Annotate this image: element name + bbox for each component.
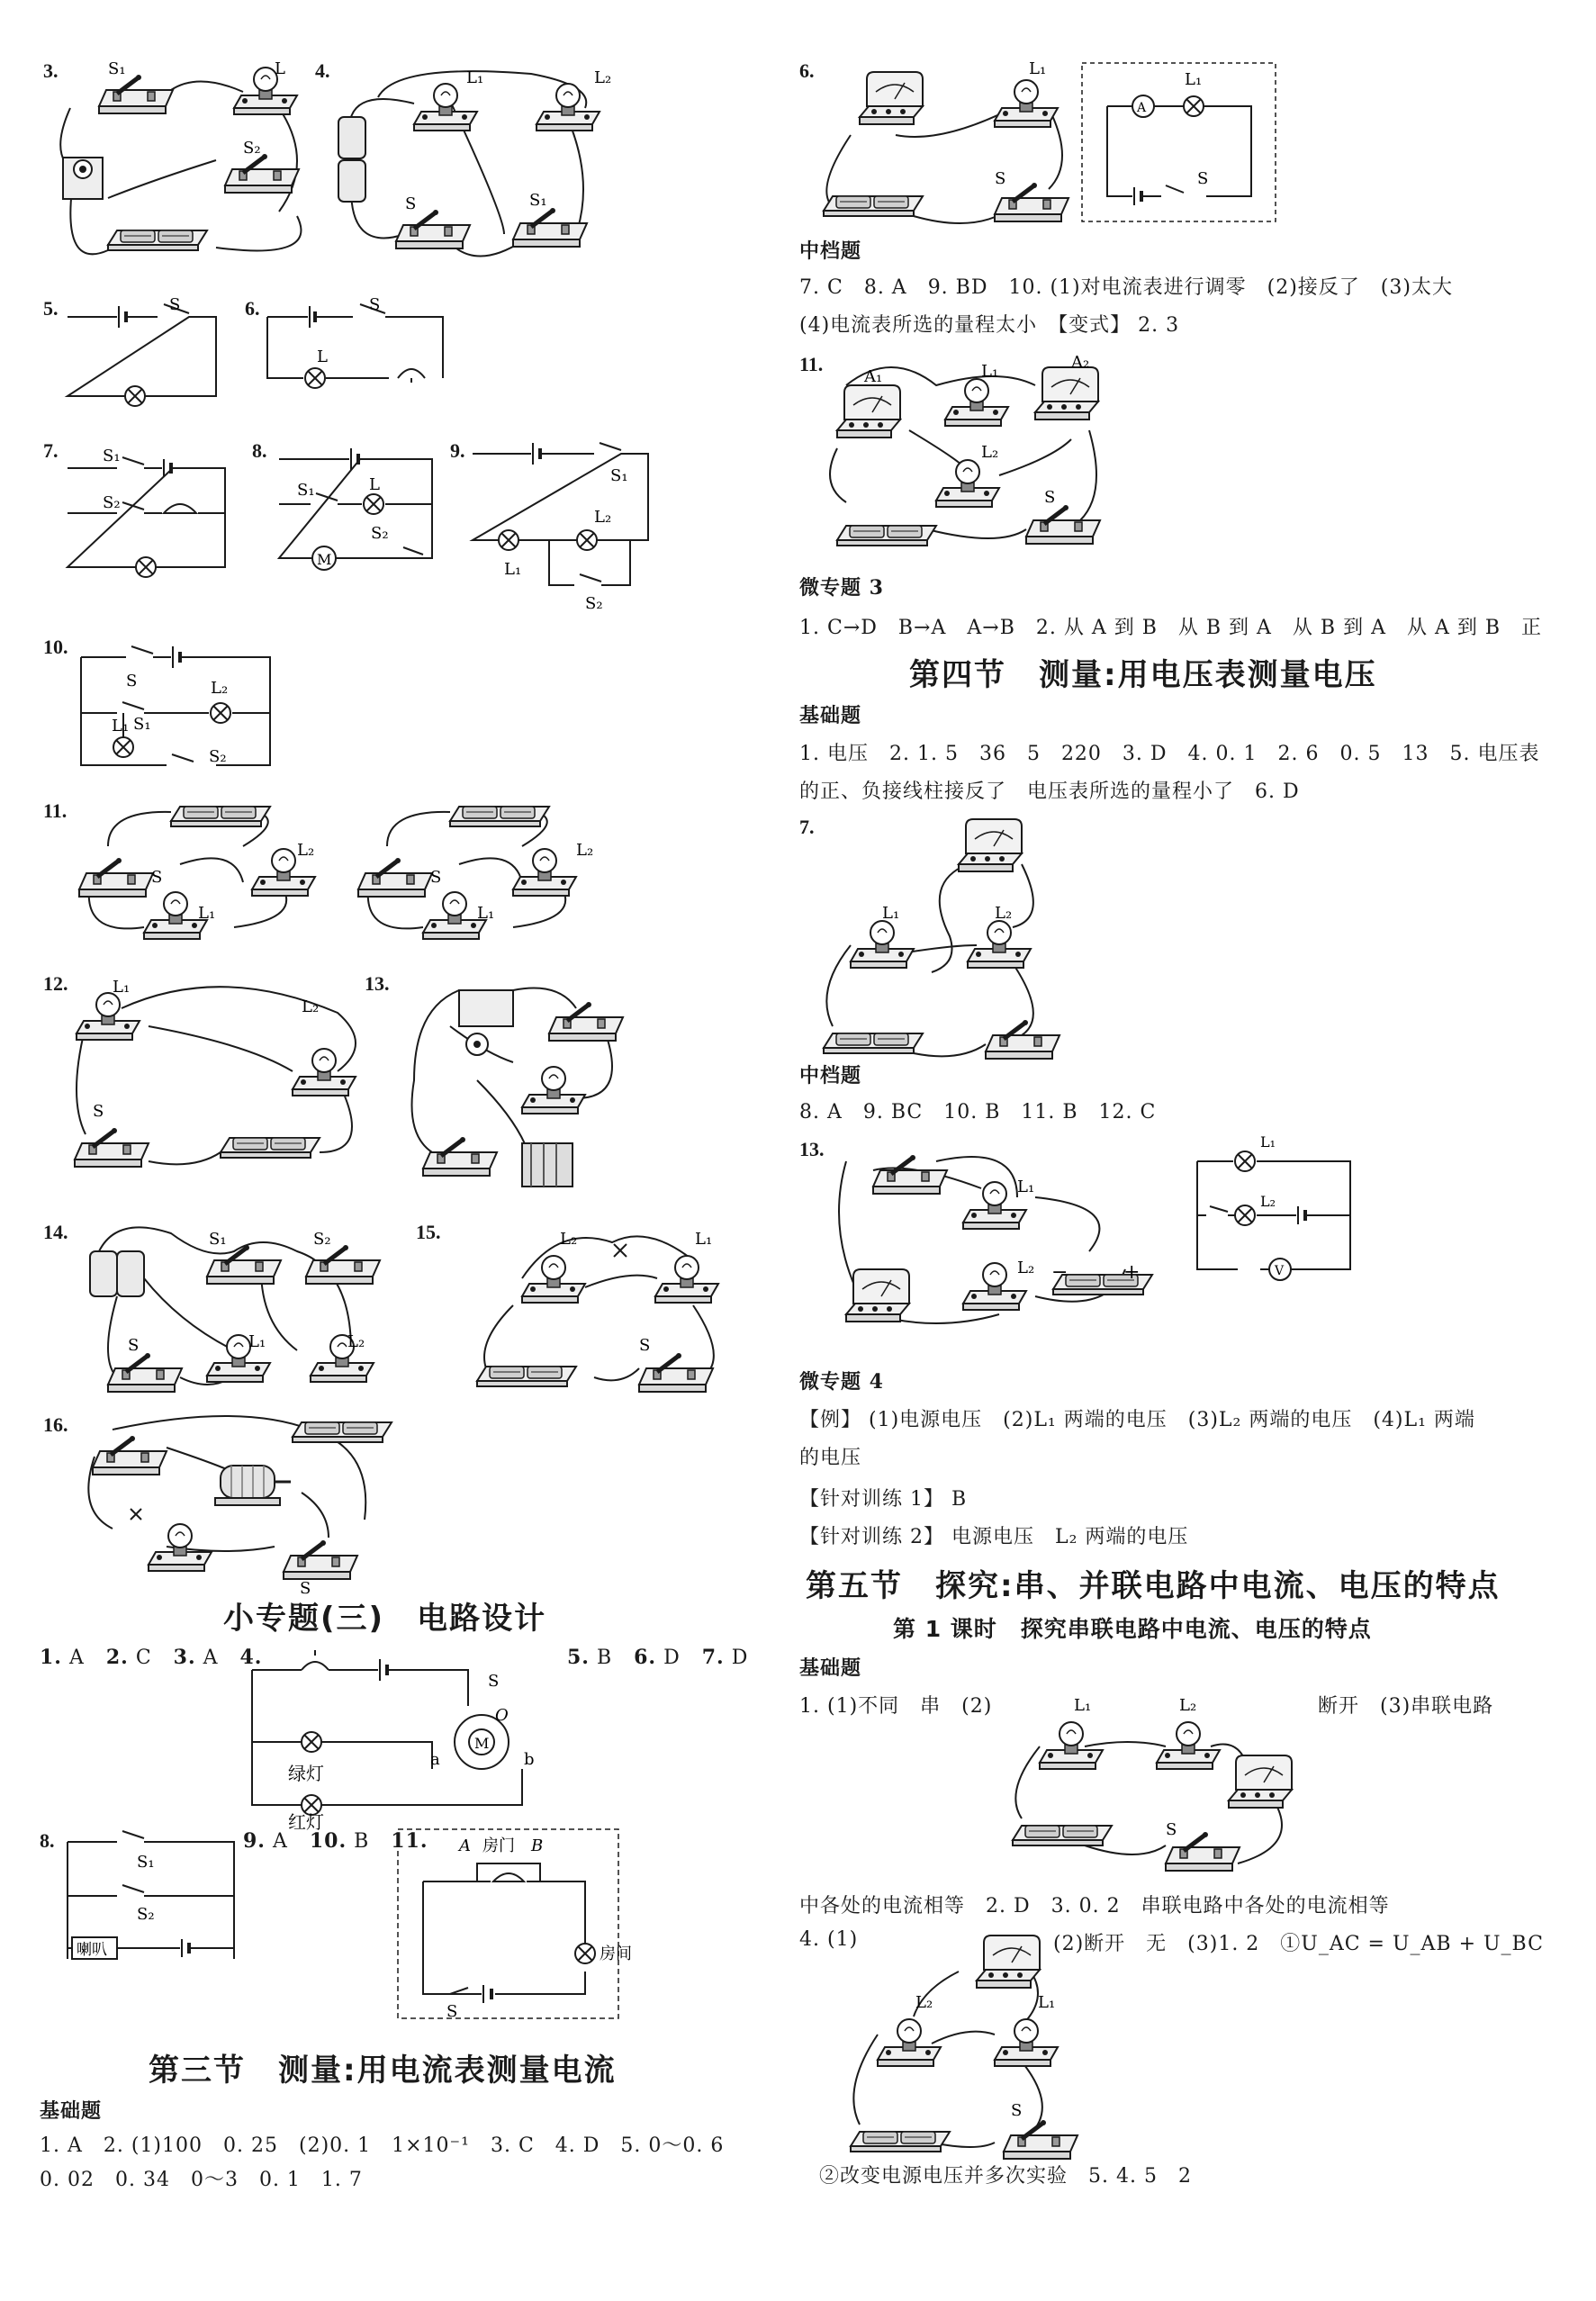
q11-label-s: S [446,2002,458,2021]
q11-circuit-left [72,792,333,963]
q8-label-speaker: 喇叭 [77,1941,107,1959]
q15-label-l1: L₁ [695,1230,713,1249]
q11-left-label-s: S [151,868,163,887]
battery-minus-sign: − [1051,1261,1069,1284]
section-4-q13-schematic [1179,1134,1359,1287]
q9-label-l1: L₁ [504,560,522,579]
section-4-item-13: 13. [799,1138,825,1160]
q4-label-red-light: 红灯 [288,1811,324,1833]
small-topic-q11-circuit [396,1827,632,2021]
section-4-mid-answers: 8. A 9. BC 10. B 11. B 12. C [799,1101,1157,1123]
q11-label-a: A [459,1836,471,1855]
q5-circuit-diagram [63,297,225,405]
q13-circuit-diagram [396,972,639,1197]
answer-3-value: A [203,1647,219,1669]
q8-label-l: L [369,475,380,494]
q10-label-s1: S₁ [133,715,151,734]
item-number-8: 8. [252,439,267,462]
section-4-answers-line1: 1. 电压 2. 1. 5 36 5 220 3. D 4. 0. 1 2. 6 0. 5 13 5. 电压表 [799,743,1540,765]
q14-label-s2: S₂ [313,1230,331,1249]
micro-topic-3-answers: 1. C→D B→A A→B 2. 从 A 到 B 从 B 到 A 从 B 到 A 从 A 到 B 正 [799,617,1542,639]
q4-label-a: a [430,1750,440,1769]
section-4-mid-heading: 中档题 [799,1064,862,1087]
q15-label-l2: L₂ [560,1230,578,1249]
right-q11-label-a1: A₁ [864,367,883,386]
q15-label-s: S [639,1336,651,1355]
q6-label-l: L [317,347,328,366]
q14-label-s1: S₁ [209,1230,227,1249]
q9-label-s1: S₁ [610,466,628,485]
answer-5-value: B [596,1647,613,1669]
q12-label-s: S [93,1102,104,1121]
micro-topic-4-heading: 微专题 4 [799,1370,884,1394]
section-5-answers-line1-left: 1. (1)不同 串 (2) [799,1695,993,1718]
right-q6-label-s: S [995,169,1006,188]
answer-1-number: 1. [40,1646,62,1669]
section-5-q1-circuit-drawing [1004,1683,1301,1881]
q4-label-m: M [474,1735,490,1752]
item-number-11: 11. [43,799,68,822]
q4-label-green-light: 绿灯 [288,1763,324,1784]
q8-design-label-s1: S₁ [137,1853,155,1872]
q11-label-door: 房门 [482,1836,515,1855]
q11-right-label-l2: L₂ [576,841,594,860]
section-4-q7-circuit-drawing [815,810,1058,1062]
small-topic-answers-row1-right [567,1646,748,1669]
q7-circuit-diagram [63,441,234,585]
q11-label-room: 房间 [600,1945,632,1963]
item-number-10: 10. [43,636,68,658]
answer-5-number: 5. [567,1646,590,1669]
q10-label-l2: L₂ [211,679,229,698]
section-5-q1-label-l2: L₂ [1179,1696,1197,1715]
q3-label-s2: S₂ [243,139,261,158]
q4-label-s-design: S [488,1672,500,1691]
section-5-answers-line3-left: 4. (1) [799,1928,859,1951]
answer-6-number: 6. [634,1646,657,1669]
item-number-3: 3. [43,59,59,82]
q14-circuit-diagram [81,1215,387,1395]
item-number-14: 14. [43,1221,68,1243]
mid-heading: 中档题 [799,239,862,263]
micro-topic-4-drill-1: 【针对训练 1】 B [799,1488,968,1511]
answer-10-number: 10. [309,1829,347,1853]
q8-circuit-diagram [270,441,450,576]
item-number-4: 4. [315,59,330,82]
q4-label-o: O [495,1706,509,1725]
q16-circuit-diagram [77,1412,383,1598]
item-number-15: 15. [416,1221,441,1243]
q12-label-l1: L₁ [113,978,131,997]
section-5-basic-heading: 基础题 [799,1656,862,1680]
q6-circuit-diagram [263,297,461,405]
right-q6-label-l1: L₁ [1029,59,1047,78]
answer-9-value: A [272,1830,288,1853]
q15-circuit-diagram [459,1224,729,1395]
voltmeter-symbol-v: V [1275,1264,1285,1278]
answer-10-value: B [354,1830,370,1853]
q11-left-label-l1: L₁ [198,904,216,923]
section-4-q7-label-l2: L₂ [995,904,1013,923]
q10-label-l1: L₁ [112,717,130,735]
q9-circuit-diagram [468,441,657,612]
answer-7-value: D [731,1647,749,1669]
section-small-topic-title: 小专题(三) 电路设计 [223,1601,547,1637]
q9-label-l2: L₂ [594,508,612,527]
q12-circuit-diagram [68,972,374,1179]
section-4-item-7: 7. [799,816,815,838]
q4-label-l2: L₂ [594,68,612,87]
q4-label-b: b [524,1750,535,1769]
section-5-answers-line2: 中各处的电流相等 2. D 3. 0. 2 串联电路中各处的电流相等 [799,1895,1390,1918]
section-4-answers-line2: 的正、负接线柱接反了 电压表所选的量程小了 6. D [799,781,1300,803]
q11-right-label-s: S [430,868,442,887]
micro-topic-4-drill-2: 【针对训练 2】 电源电压 L₂ 两端的电压 [799,1526,1189,1548]
item-number-13: 13. [365,972,390,995]
answer-2-value: C [135,1647,152,1669]
section-5-q4-circuit-drawing [842,1927,1076,2161]
q10-circuit-diagram [72,630,288,783]
item-number-9: 9. [450,439,465,462]
section-3-title: 第三节 测量:用电流表测量电流 [149,2053,617,2089]
q3-circuit-diagram [54,54,315,270]
right-q6-schem-label-s: S [1197,169,1209,188]
section-3-answers-line2: 0. 02 0. 34 0～3 0. 1 1. 7 [40,2169,363,2191]
section-5-q1-label-l1: L₁ [1074,1696,1092,1715]
section-3-basic-heading: 基础题 [40,2099,103,2123]
ammeter-symbol-a: A [1137,101,1147,115]
q8-label-s1: S₁ [297,481,315,500]
q6-label-s: S [369,295,381,314]
small-topic-q8-circuit [63,1833,243,1959]
battery-plus-sign: + [1123,1261,1141,1284]
section-4-q13-label-l1: L₁ [1017,1178,1035,1196]
q3-label-l: L [275,59,285,78]
q9-label-s2: S₂ [585,594,603,613]
section-3-answers-line1: 1. A 2. (1)100 0. 25 (2)0. 1 1×10⁻¹ 3. C 4. D 5. 0～0. 6 [40,2134,725,2157]
right-q6-circuit-drawing [815,54,1067,225]
q3-label-s1: S₁ [108,59,126,78]
right-q11-circuit-drawing [819,349,1116,556]
answer-4-number: 4. [239,1646,263,1669]
section-5-answers-line4: ②改变电源电压并多次实验 5. 4. 5 2 [819,2165,1192,2188]
section-5-answers-line1-right: 断开 (3)串联电路 [1318,1695,1494,1718]
q14-label-l1: L₁ [248,1332,266,1351]
q4-label-s: S [405,194,417,213]
q11-left-label-l2: L₂ [297,841,315,860]
section-5-q1-label-s: S [1166,1820,1177,1839]
right-q11-label-l2: L₂ [981,443,999,462]
mid-answers-line2: (4)电流表所选的量程太小 【变式】 2. 3 [799,314,1180,337]
q16-label-s: S [300,1579,311,1598]
section-5-q4-label-s: S [1011,2101,1023,2120]
micro-topic-3-heading: 微专题 3 [799,576,884,600]
right-item-number-6: 6. [799,59,815,82]
section-4-basic-heading: 基础题 [799,704,862,727]
section-4-q13-label-l2: L₂ [1017,1259,1035,1277]
section-5-title: 第五节 探究:串、并联电路中电流、电压的特点 [806,1568,1501,1604]
q4-label-s1: S₁ [529,191,547,210]
answer-1-value: A [68,1647,85,1669]
item-number-16: 16. [43,1413,68,1436]
right-q11-label-l1: L₁ [981,362,999,381]
answer-11-number: 11. [391,1829,428,1853]
answer-6-value: D [663,1647,681,1669]
item-number-12: 12. [43,972,68,995]
small-topic-item-8: 8. [40,1829,55,1852]
q11-circuit-right [351,792,612,963]
answer-7-number: 7. [701,1646,725,1669]
small-topic-answers-row1 [40,1646,262,1669]
small-topic-q4-circuit [243,1643,567,1833]
q11-label-b: B [531,1836,544,1855]
q11-right-label-l1: L₁ [477,904,495,923]
section-5-q4-label-l1: L₁ [1038,1993,1056,2012]
section-5-q4-label-l2: L₂ [915,1993,933,2012]
q4-circuit-diagram [324,54,639,279]
right-q11-label-a2: A₂ [1071,353,1090,372]
section-4-q7-label-l1: L₁ [882,904,900,923]
answer-9-number: 9. [243,1829,266,1853]
micro-topic-4-example-cont: 的电压 [799,1447,862,1469]
answer-2-number: 2. [105,1646,129,1669]
micro-topic-4-example: 【例】 (1)电源电压 (2)L₁ 两端的电压 (3)L₂ 两端的电压 (4)L₁ 两端 [799,1409,1475,1431]
section-4-q13-schem-label-l1: L₁ [1260,1133,1276,1150]
item-number-7: 7. [43,439,59,462]
q8-label-s2: S₂ [371,524,389,543]
q10-label-s2: S₂ [209,747,227,766]
right-q6-circuit-schematic [1080,61,1278,223]
q12-label-l2: L₂ [302,997,320,1016]
q7-label-s2: S₂ [103,493,121,512]
q14-label-s: S [128,1336,140,1355]
q8-design-label-s2: S₂ [137,1905,155,1924]
right-q6-schem-label-l1: L₁ [1185,70,1203,89]
section-5-answers-line3-right: (2)断开 无 (3)1. 2 ①U_AC = U_AB + U_BC [1053,1933,1544,1955]
mid-answers-line1: 7. C 8. A 9. BD 10. (1)对电流表进行调零 (2)接反了 (3)太大 [799,276,1453,299]
q5-label-s: S [169,295,181,314]
q7-label-s1: S₁ [103,447,121,465]
q10-label-s: S [126,672,138,690]
section-4-q13-circuit-drawing [819,1134,1170,1350]
section-4-title: 第四节 测量:用电压表测量电压 [909,657,1377,693]
answer-3-number: 3. [173,1646,196,1669]
section-5-lesson-title: 第 1 课时 探究串联电路中电流、电压的特点 [893,1616,1372,1642]
q4-label-l1: L₁ [466,68,484,87]
q8-label-m: M [317,551,332,568]
section-4-q13-schem-label-l2: L₂ [1260,1193,1276,1210]
item-number-5: 5. [43,297,59,320]
item-number-6: 6. [245,297,260,320]
q14-label-l2: L₂ [347,1332,365,1351]
right-q11-label-s: S [1044,488,1056,507]
right-item-number-11: 11. [799,353,824,375]
